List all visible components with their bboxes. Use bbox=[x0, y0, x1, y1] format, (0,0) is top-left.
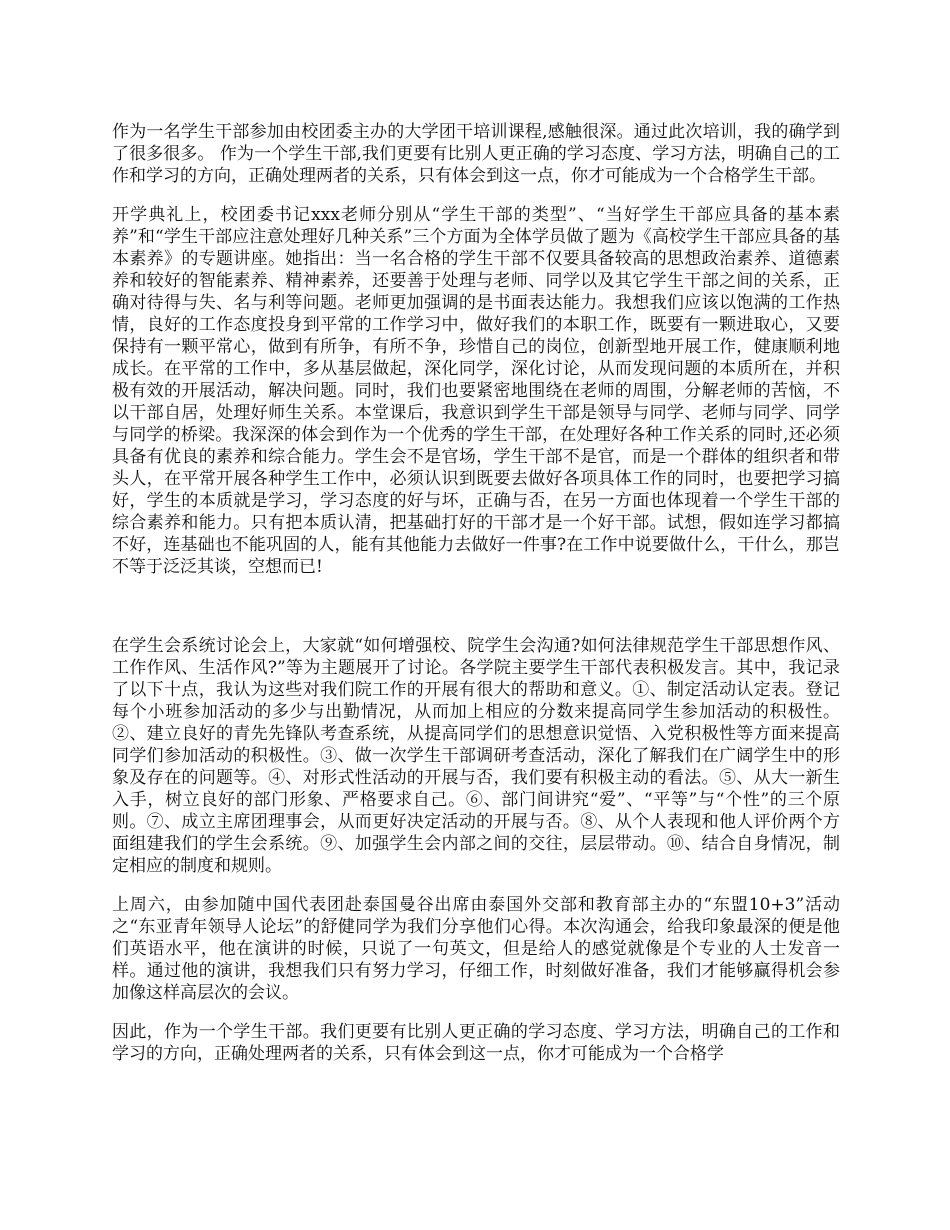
paragraph-intro: 作为一名学生干部参加由校团委主办的大学团干培训课程,感触很深。通过此次培训，我的确学到了很多很多。 作为一个学生干部,我们更要有比别人更正确的学习态度、学习方法，明确自己的工作和学习的方向，正确处理两者的关系，只有体会到这一点，你才可能成为一个合格学生干部。 bbox=[112, 122, 840, 186]
paragraph-discussion: 在学生会系统讨论会上，大家就“如何增强校、院学生会沟通?如何法律规范学生干部思想作风、工作作风、生活作风?”等为主题展开了讨论。各学院主要学生干部代表积极发言。其中，我记录了以下十点，我认为这些对我们院工作的开展有很大的帮助和意义。①、制定活动认定表。登记每个小班参加活动的多少与出勤情况，从而加上相应的分数来提高同学生参加活动的积极性。②、建立良好的青先先锋队考查系统，从提高同学们的思想意识觉悟、入党积极性等方面来提高同学们参加活动的积极性。③、做一次学生干部调研考查活动，深化了解我们在广阔学生中的形象及存在的问题等。④、对形式性活动的开展与否，我们要有积极主动的看法。⑤、从大一新生入手，树立良好的部门形象、严格要求自己。⑥、部门间讲究“爱”、“平等”与“个性”的三个原则。⑦、成立主席团理事会，从而更好决定活动的开展与否。⑧、从个人表现和他人评价两个方面组建我们的学生会系统。⑨、加强学生会内部之间的交往，层层带动。⑩、结合自身情况，制定相应的制度和规则。 bbox=[112, 636, 840, 876]
paragraph-opening-ceremony: 开学典礼上，校团委书记xxx老师分别从“学生干部的类型”、“当好学生干部应具备的基本素养”和“学生干部应注意处理好几种关系”三个方面为全体学员做了题为《高校学生干部应具备的基本素养》的专题讲座。她指出：当一名合格的学生干部不仅要具备较高的思想政治素养、道德素养和较好的智能素养、精神素养，还要善于处理与老师、同学以及其它学生干部之间的关系，正确对待得与失、名与利等问题。老师更加强调的是书面表达能力。我想我们应该以饱满的工作热情，良好的工作态度投身到平常的工作学习中，做好我们的本职工作，既要有一颗进取心，又要保持有一颗平常心，做到有所争，有所不争，珍惜自己的岗位，创新型地开展工作，健康顺利地成长。在平常的工作中，多从基层做起，深化同学，深化讨论，从而发现问题的本质所在，并积极有效的开展活动，解决问题。同时，我们也要紧密地围绕在老师的周围，分解老师的苦恼，不以干部自居，处理好师生关系。本堂课后，我意识到学生干部是领导与同学、老师与同学、同学与同学的桥梁。我深深的体会到作为一个优秀的学生干部，在处理好各种工作关系的同时,还必须具备有优良的素养和综合能力。学生会不是官场，学生干部不是官，而是一个群体的组织者和带头人，在平常开展各种学生工作中，必须认识到既要去做好各项具体工作的同时，也要把学习搞好，学生的本质就是学习，学习态度的好与坏，正确与否，在另一方面也体现着一个学生干部的综合素养和能力。只有把本质认清，把基础打好的干部才是一个好干部。试想，假如连学习都搞不好，连基础也不能巩固的人，能有其他能力去做好一件事?在工作中说要做什么，干什么，那岂不等于泛泛其谈，空想而已! bbox=[112, 205, 840, 577]
paragraph-spacer bbox=[112, 595, 840, 635]
paragraph-forum-sharing: 上周六，由参加随中国代表团赴泰国曼谷出席由泰国外交部和教育部主办的“东盟10+3”活动之“东亚青年领导人论坛”的舒健同学为我们分享他们心得。本次沟通会，给我印象最深的便是他们英语水平，他在演讲的时候，只说了一句英文，但是给人的感觉就像是个专业的人士发音一样。通过他的演讲，我想我们只有努力学习，仔细工作，时刻做好准备，我们才能够赢得机会参加像这样高层次的会议。 bbox=[112, 895, 840, 1003]
paragraph-conclusion: 因此，作为一个学生干部。我们更要有比别人更正确的学习态度、学习方法，明确自己的工作和学习的方向，正确处理两者的关系，只有体会到这一点，你才可能成为一个合格学 bbox=[112, 1022, 840, 1064]
document-body bbox=[112, 121, 840, 1082]
